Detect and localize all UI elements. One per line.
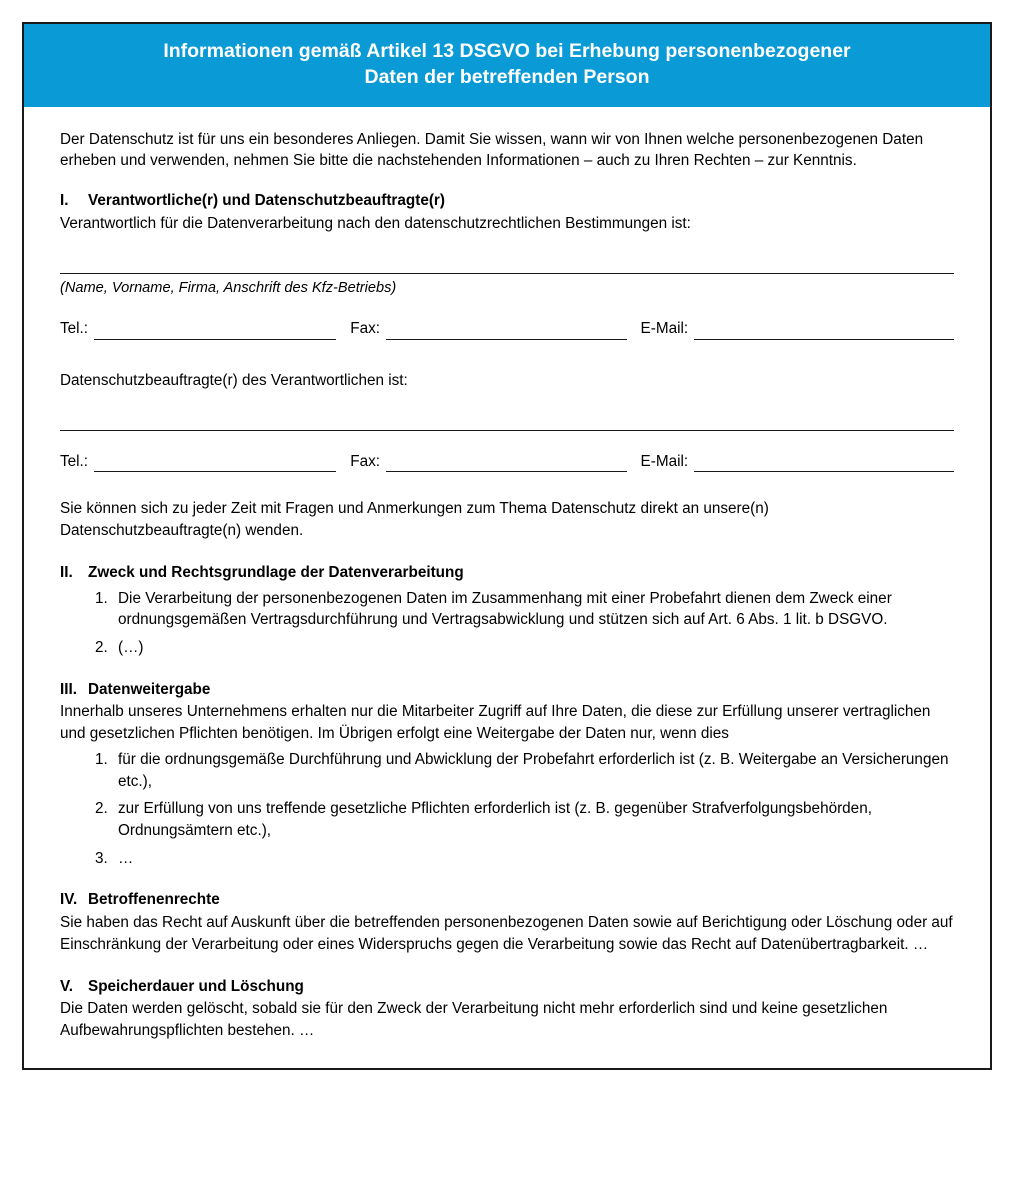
section-5-numeral: V. bbox=[60, 977, 74, 995]
list-item: 3. … bbox=[112, 848, 954, 870]
email-input[interactable] bbox=[694, 458, 954, 472]
document-frame bbox=[22, 22, 992, 1070]
section-5 bbox=[60, 976, 954, 1042]
fax-label: Fax: bbox=[350, 320, 381, 338]
section-1-title-text: Verantwortliche(r) und Datenschutzbeauftragte(r) bbox=[88, 192, 445, 210]
section-1-closing: Sie können sich zu jeder Zeit mit Fragen und Anmerkungen zum Thema Datenschutz direkt an unsere(n) Datenschutzbeauftragte(n) wenden. bbox=[60, 500, 769, 540]
fax-input[interactable] bbox=[386, 326, 627, 340]
list-item: 1. Die Verarbeitung der personenbezogenen Daten im Zusammenhang mit einer Probefahrt dienen dem Zweck einer ordnungsgemäßen Vertragsdurchführung und Vertragsabwicklung und stützen sich auf Art. 6 Abs. 1 lit. b DSGVO. bbox=[112, 588, 954, 631]
section-5-title-text: Speicherdauer und Löschung bbox=[88, 977, 304, 995]
section-1-lead: Verantwortlich für die Datenverarbeitung nach den datenschutzrechtlichen Bestimmungen ist: bbox=[60, 214, 691, 232]
document-header bbox=[24, 24, 990, 107]
section-1-numeral: I. bbox=[60, 192, 69, 210]
email-label: E-Mail: bbox=[640, 452, 689, 470]
header-line-1: Informationen gemäß Artikel 13 DSGVO bei Erhebung personenbezogener bbox=[163, 40, 851, 62]
section-2-list bbox=[60, 588, 954, 659]
document-body bbox=[24, 107, 990, 1068]
tel-label: Tel.: bbox=[60, 452, 89, 470]
responsible-party-input[interactable] bbox=[60, 273, 954, 274]
tel-input[interactable] bbox=[94, 458, 336, 472]
email-field-dpo[interactable] bbox=[641, 451, 954, 473]
dpo-lead: Datenschutzbeauftragte(r) des Verantwortlichen ist: bbox=[60, 371, 408, 389]
section-2-title bbox=[60, 562, 954, 584]
header-line-2: Daten der betreffenden Person bbox=[364, 66, 650, 89]
list-item: 2. (…) bbox=[112, 637, 954, 659]
section-2 bbox=[60, 562, 954, 659]
section-2-numeral: II. bbox=[60, 563, 73, 581]
section-3-numeral: III. bbox=[60, 680, 77, 698]
list-item: 1. für die ordnungsgemäße Durchführung und Abwicklung der Probefahrt erforderlich ist (z. B. Weitergabe an Versicherungen etc.), bbox=[112, 749, 954, 792]
dpo-input[interactable] bbox=[60, 430, 954, 431]
section-4-title bbox=[60, 889, 954, 911]
section-3-lead: Innerhalb unseres Unternehmens erhalten nur die Mitarbeiter Zugriff auf Ihre Daten, die diese zur Erfüllung unserer vertraglichen und gesetzlichen Pflichten benötigen. Im Übrigen erfolgt eine Weitergabe der Daten nur, wenn dies bbox=[60, 703, 931, 743]
section-3-list bbox=[60, 749, 954, 870]
section-4-text: Sie haben das Recht auf Auskunft über die betreffenden personenbezogenen Daten sowie auf Berichtigung oder Löschung oder auf Einschränkung der Verarbeitung oder eines Widerspruchs gegen die Verarbeitung sowie das Recht auf Datenübertragbarkeit. … bbox=[60, 914, 953, 953]
section-3 bbox=[60, 679, 954, 870]
section-5-text: Die Daten werden gelöscht, sobald sie für den Zweck der Verarbeitung nicht mehr erforderlich sind und keine gesetzlichen Aufbewahrungspflichten bestehen. … bbox=[60, 1000, 888, 1040]
intro-paragraph: Der Datenschutz ist für uns ein besonderes Anliegen. Damit Sie wissen, wann wir von Ihnen welche personenbezogenen Daten erheben und verwenden, nehmen Sie bitte die nachstehenden Informationen – auch zu Ihren Rechten – zur Kenntnis. bbox=[60, 130, 924, 170]
email-label: E-Mail: bbox=[640, 320, 689, 338]
section-4-numeral: IV. bbox=[60, 891, 78, 909]
section-2-title-text: Zweck und Rechtsgrundlage der Datenverarbeitung bbox=[88, 563, 464, 581]
section-1-title bbox=[60, 190, 954, 212]
fax-input[interactable] bbox=[386, 458, 627, 472]
email-input[interactable] bbox=[694, 326, 954, 340]
tel-label: Tel.: bbox=[60, 320, 89, 338]
list-item: 2. zur Erfüllung von uns treffende gesetzliche Pflichten erforderlich ist (z. B. gegenüber Strafverfolgungsbehörden, Ordnungsämtern etc.), bbox=[112, 798, 954, 841]
tel-field-dpo[interactable] bbox=[60, 451, 350, 473]
contact-row-dpo bbox=[60, 451, 954, 473]
fax-field-dpo[interactable] bbox=[350, 451, 640, 473]
fax-field-responsible[interactable] bbox=[350, 318, 640, 340]
section-3-title-text: Datenweitergabe bbox=[88, 680, 211, 698]
tel-field-responsible[interactable] bbox=[60, 318, 350, 340]
contact-row-responsible bbox=[60, 318, 954, 340]
section-5-title bbox=[60, 976, 954, 998]
email-field-responsible[interactable] bbox=[641, 318, 954, 340]
section-4-title-text: Betroffenenrechte bbox=[88, 891, 220, 909]
responsible-party-caption: (Name, Vorname, Firma, Anschrift des Kfz-Betriebs) bbox=[60, 279, 397, 296]
section-4 bbox=[60, 889, 954, 955]
fax-label: Fax: bbox=[350, 452, 381, 470]
section-3-title bbox=[60, 679, 954, 701]
tel-input[interactable] bbox=[94, 326, 336, 340]
